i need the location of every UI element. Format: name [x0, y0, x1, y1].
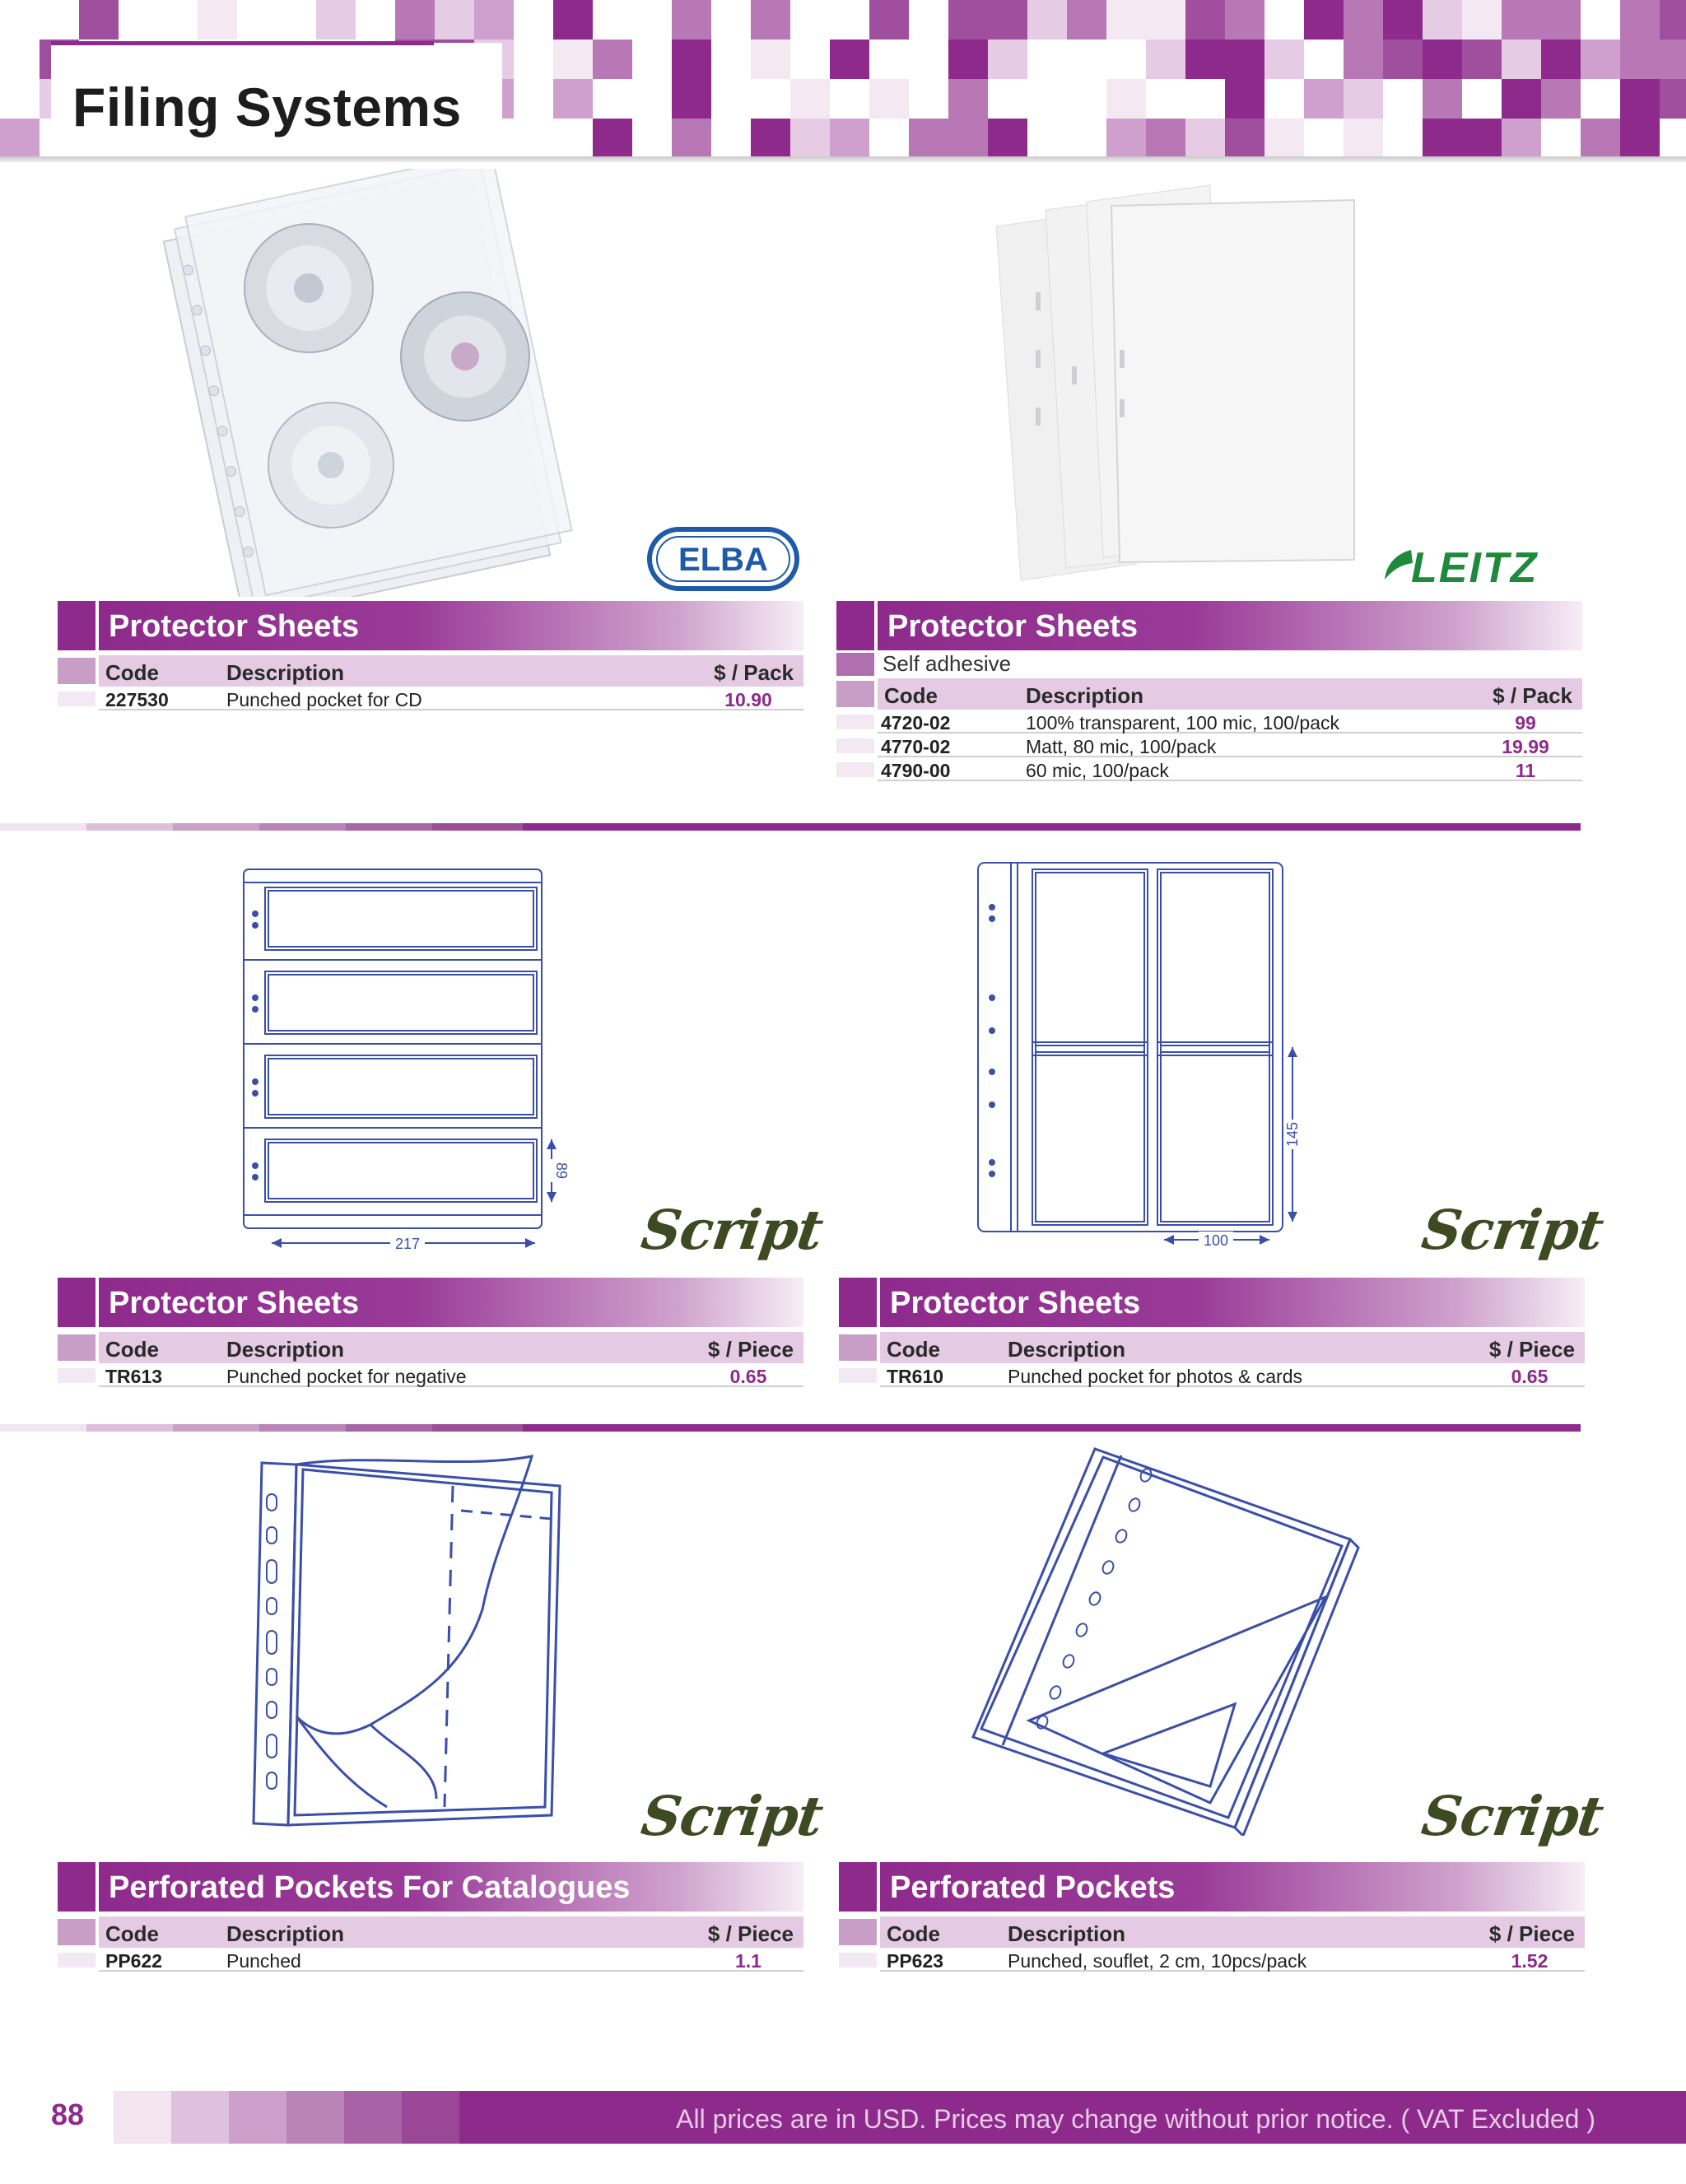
row-description: Matt, 80 mic, 100/pack [1026, 736, 1217, 757]
mosaic-square [632, 40, 672, 79]
panel-title: Protector Sheets [890, 1286, 1141, 1320]
mosaic-square [1541, 119, 1581, 158]
row-description: Punched, souflet, 2 cm, 10pcs/pack [1008, 1950, 1307, 1972]
panel-header [58, 1278, 803, 1327]
mosaic-square [1225, 0, 1264, 40]
col-description: Description [226, 660, 345, 685]
mosaic-square [514, 79, 553, 119]
mosaic-square [1146, 0, 1185, 40]
row-price: 1.1 [735, 1950, 761, 1972]
mosaic-square [672, 0, 711, 40]
row-description: 100% transparent, 100 mic, 100/pack [1026, 712, 1340, 733]
mosaic-square [711, 79, 751, 119]
mosaic-square [1581, 0, 1620, 40]
product-panel-catalogue-pocket [58, 1862, 803, 1972]
mosaic-square [474, 0, 514, 40]
mosaic-square [988, 0, 1027, 40]
mosaic-square [158, 0, 198, 40]
col-code: Code [105, 660, 159, 685]
mosaic-square [1304, 40, 1344, 79]
mosaic-square [1264, 40, 1304, 79]
mosaic-square [672, 79, 711, 119]
row-price: 0.65 [1511, 1366, 1549, 1387]
mosaic-square [1502, 0, 1541, 40]
mosaic-square [553, 79, 593, 119]
mosaic-square [1462, 40, 1502, 79]
mosaic-square [0, 0, 40, 40]
row-price: 10.90 [724, 689, 772, 710]
photo-height-label: 145 [1284, 1121, 1301, 1148]
mosaic-square [1344, 0, 1383, 40]
mosaic-square [790, 40, 830, 79]
mosaic-square [830, 0, 869, 40]
mosaic-square [1423, 40, 1462, 79]
mosaic-square [277, 0, 316, 40]
mosaic-square [1304, 79, 1344, 119]
mosaic-square [1106, 40, 1146, 79]
col-code: Code [105, 1337, 159, 1362]
mosaic-square [1383, 79, 1423, 119]
table-header-row [58, 1916, 803, 1948]
leitz-swoosh-icon [1381, 548, 1414, 584]
panel-title: Perforated Pockets [890, 1870, 1176, 1905]
cd-pocket-image [140, 169, 601, 597]
row-code: TR610 [887, 1366, 944, 1387]
mosaic-square [1106, 0, 1146, 40]
mosaic-square [909, 0, 948, 40]
mosaic-square [1423, 0, 1462, 40]
photo-pocket-diagram [971, 856, 1317, 1268]
leitz-logo-text: LEITZ [1411, 544, 1539, 592]
mosaic-square [435, 0, 474, 40]
mosaic-square [553, 0, 593, 40]
panel-title: Protector Sheets [109, 609, 360, 644]
mosaic-square [1146, 79, 1185, 119]
mosaic-square [632, 79, 672, 119]
script-logo: Script [1418, 1198, 1607, 1262]
col-price: $ / Piece [1488, 1337, 1575, 1362]
panel-note-row [836, 650, 1582, 678]
mosaic-square [1541, 40, 1581, 79]
col-description: Description [1008, 1337, 1126, 1362]
mosaic-square [790, 0, 830, 40]
mosaic-square [514, 0, 553, 40]
negative-pocket-diagram [239, 864, 585, 1260]
mosaic-square [751, 79, 790, 119]
table-row [836, 710, 1582, 733]
mosaic-square [1344, 40, 1383, 79]
mosaic-square [711, 119, 751, 158]
row-code: 4720-02 [881, 712, 951, 733]
header-title-rule [51, 41, 434, 45]
mosaic-square [632, 0, 672, 40]
mosaic-square [1660, 0, 1686, 40]
mosaic-square [1146, 119, 1185, 158]
panel-header [58, 601, 803, 650]
panel-header [836, 601, 1582, 650]
leitz-sheets-image [988, 169, 1375, 580]
mosaic-square [988, 40, 1027, 79]
mosaic-square [1462, 119, 1502, 158]
row-code: 227530 [105, 689, 169, 710]
mosaic-square [1423, 119, 1462, 158]
col-code: Code [887, 1921, 940, 1946]
mosaic-square [316, 0, 356, 40]
table-header-row [839, 1916, 1585, 1948]
mosaic-square [1264, 0, 1304, 40]
mosaic-square [1541, 0, 1581, 40]
mosaic-square [198, 0, 237, 40]
panel-title: Protector Sheets [887, 609, 1139, 644]
row-price: 1.52 [1511, 1950, 1549, 1972]
mosaic-square [790, 119, 830, 158]
mosaic-square [1502, 119, 1541, 158]
mosaic-square [1146, 40, 1185, 79]
panel-header [839, 1862, 1585, 1912]
table-row [58, 1363, 803, 1387]
page-number: 88 [51, 2098, 85, 2131]
row-price: 99 [1515, 712, 1536, 733]
mosaic-square [1185, 119, 1225, 158]
mosaic-square [553, 40, 593, 79]
script-logo: Script [637, 1198, 827, 1262]
mosaic-square [830, 40, 869, 79]
row-price: 19.99 [1502, 736, 1549, 757]
mosaic-square [1502, 79, 1541, 119]
col-code: Code [884, 683, 938, 708]
mosaic-square [1067, 0, 1106, 40]
mosaic-square [1581, 79, 1620, 119]
table-row [839, 1363, 1585, 1387]
mosaic-square [1264, 119, 1304, 158]
mosaic-square [395, 0, 435, 40]
mosaic-square [948, 79, 988, 119]
elba-logo [647, 527, 799, 591]
section-divider [0, 823, 1581, 831]
mosaic-square [909, 79, 948, 119]
script-logo: Script [637, 1784, 827, 1848]
mosaic-square [1067, 40, 1106, 79]
row-description: Punched [226, 1950, 301, 1972]
panel-header [839, 1278, 1585, 1327]
mosaic-square [1462, 0, 1502, 40]
mosaic-square [553, 119, 593, 158]
mosaic-square [751, 119, 790, 158]
mosaic-square [1185, 79, 1225, 119]
table-header-row [58, 655, 803, 687]
table-row [836, 733, 1582, 757]
product-panel-photo-pocket [839, 1278, 1585, 1387]
product-panel-cd-pocket [58, 601, 803, 710]
mosaic-square [948, 119, 988, 158]
mosaic-square [1027, 119, 1067, 158]
mosaic-square [1106, 79, 1146, 119]
mosaic-square [1067, 79, 1106, 119]
photo-width-label: 100 [1203, 1232, 1229, 1249]
mosaic-square [1027, 0, 1067, 40]
mosaic-square [1225, 119, 1264, 158]
mosaic-square [1581, 119, 1620, 158]
mosaic-square [632, 119, 672, 158]
table-header-row [839, 1332, 1585, 1363]
col-code: Code [887, 1337, 940, 1362]
row-price: 11 [1515, 760, 1536, 781]
col-price: $ / Piece [707, 1921, 794, 1946]
mosaic-square [514, 40, 553, 79]
row-code: 4790-00 [881, 760, 951, 781]
mosaic-square [1423, 79, 1462, 119]
mosaic-square [869, 0, 909, 40]
col-description: Description [226, 1921, 345, 1946]
negative-width-label: 217 [394, 1236, 421, 1252]
mosaic-square [751, 40, 790, 79]
mosaic-square [988, 119, 1027, 158]
mosaic-square [1620, 79, 1660, 119]
header-divider [0, 156, 1686, 162]
mosaic-square [1581, 40, 1620, 79]
mosaic-square [0, 119, 40, 158]
mosaic-square [514, 119, 553, 158]
mosaic-square [0, 40, 40, 79]
mosaic-square [593, 119, 632, 158]
row-code: PP622 [105, 1950, 163, 1972]
mosaic-square [1383, 40, 1423, 79]
mosaic-square [1383, 119, 1423, 158]
mosaic-square [711, 40, 751, 79]
row-description: Punched pocket for CD [226, 689, 422, 710]
table-row [58, 1948, 803, 1972]
negative-height-label: 89 [553, 1162, 570, 1180]
table-row [839, 1948, 1585, 1972]
mosaic-square [672, 40, 711, 79]
mosaic-square [1185, 0, 1225, 40]
col-price: $ / Piece [707, 1337, 794, 1362]
mosaic-square [751, 0, 790, 40]
mosaic-square [790, 79, 830, 119]
panel-header [58, 1862, 803, 1912]
mosaic-square [0, 79, 40, 119]
mosaic-square [593, 40, 632, 79]
mosaic-square [830, 119, 869, 158]
product-panel-perforated-pocket [839, 1862, 1585, 1972]
row-description: Punched pocket for negative [226, 1366, 467, 1387]
page-title: Filing Systems [72, 77, 462, 137]
elba-logo-text: ELBA [678, 542, 768, 578]
mosaic-square [356, 0, 395, 40]
mosaic-square [1541, 79, 1581, 119]
panel-title: Protector Sheets [109, 1286, 360, 1320]
table-row [836, 757, 1582, 781]
section-divider [0, 1424, 1581, 1432]
col-description: Description [1026, 683, 1144, 708]
table-header-row [836, 678, 1582, 710]
perforated-pocket-diagram [963, 1441, 1408, 1836]
mosaic-square [1027, 79, 1067, 119]
footer-disclaimer: All prices are in USD. Prices may change without prior notice. ( VAT Excluded ) [676, 2104, 1595, 2134]
mosaic-square [830, 79, 869, 119]
mosaic-square [948, 40, 988, 79]
product-panel-negative-pocket [58, 1278, 803, 1387]
mosaic-square [1660, 79, 1686, 119]
mosaic-square [1067, 119, 1106, 158]
mosaic-square [1225, 79, 1264, 119]
row-code: PP623 [887, 1950, 944, 1972]
panel-note: Self adhesive [883, 651, 1012, 676]
mosaic-square [869, 119, 909, 158]
mosaic-square [40, 0, 79, 40]
mosaic-square [1264, 79, 1304, 119]
row-price: 0.65 [729, 1366, 767, 1387]
mosaic-square [1660, 40, 1686, 79]
footer-gradient-squares [114, 2091, 459, 2144]
script-logo: Script [1418, 1784, 1607, 1848]
row-description: Punched pocket for photos & cards [1008, 1366, 1302, 1387]
col-price: $ / Pack [1493, 683, 1572, 708]
mosaic-square [1185, 40, 1225, 79]
mosaic-square [711, 0, 751, 40]
panel-title: Perforated Pockets For Catalogues [109, 1870, 631, 1905]
mosaic-square [1620, 0, 1660, 40]
mosaic-square [1502, 40, 1541, 79]
mosaic-square [1620, 119, 1660, 158]
mosaic-square [909, 119, 948, 158]
mosaic-square [672, 119, 711, 158]
mosaic-square [988, 79, 1027, 119]
col-code: Code [105, 1921, 159, 1946]
mosaic-square [1660, 119, 1686, 158]
product-panel-leitz-sheets [836, 601, 1582, 781]
mosaic-square [79, 0, 119, 40]
mosaic-square [869, 79, 909, 119]
mosaic-square [1027, 40, 1067, 79]
mosaic-square [593, 79, 632, 119]
col-description: Description [1008, 1921, 1126, 1946]
row-description: 60 mic, 100/pack [1026, 760, 1169, 781]
mosaic-square [948, 0, 988, 40]
col-description: Description [226, 1337, 345, 1362]
col-price: $ / Pack [714, 660, 794, 685]
mosaic-square [593, 0, 632, 40]
col-price: $ / Piece [1488, 1921, 1575, 1946]
mosaic-square [119, 0, 158, 40]
mosaic-square [869, 40, 909, 79]
mosaic-square [909, 40, 948, 79]
mosaic-square [1620, 40, 1660, 79]
table-row [58, 687, 803, 710]
catalogue-pocket-diagram [247, 1453, 576, 1832]
mosaic-square [1304, 119, 1344, 158]
mosaic-square [1106, 119, 1146, 158]
mosaic-square [1344, 79, 1383, 119]
row-code: 4770-02 [881, 736, 951, 757]
mosaic-square [1225, 40, 1264, 79]
mosaic-square [237, 0, 277, 40]
mosaic-square [1344, 119, 1383, 158]
mosaic-square [1462, 79, 1502, 119]
mosaic-square [1383, 0, 1423, 40]
leitz-logo [1381, 543, 1587, 592]
row-code: TR613 [105, 1366, 163, 1387]
table-header-row [58, 1332, 803, 1363]
mosaic-square [1304, 0, 1344, 40]
